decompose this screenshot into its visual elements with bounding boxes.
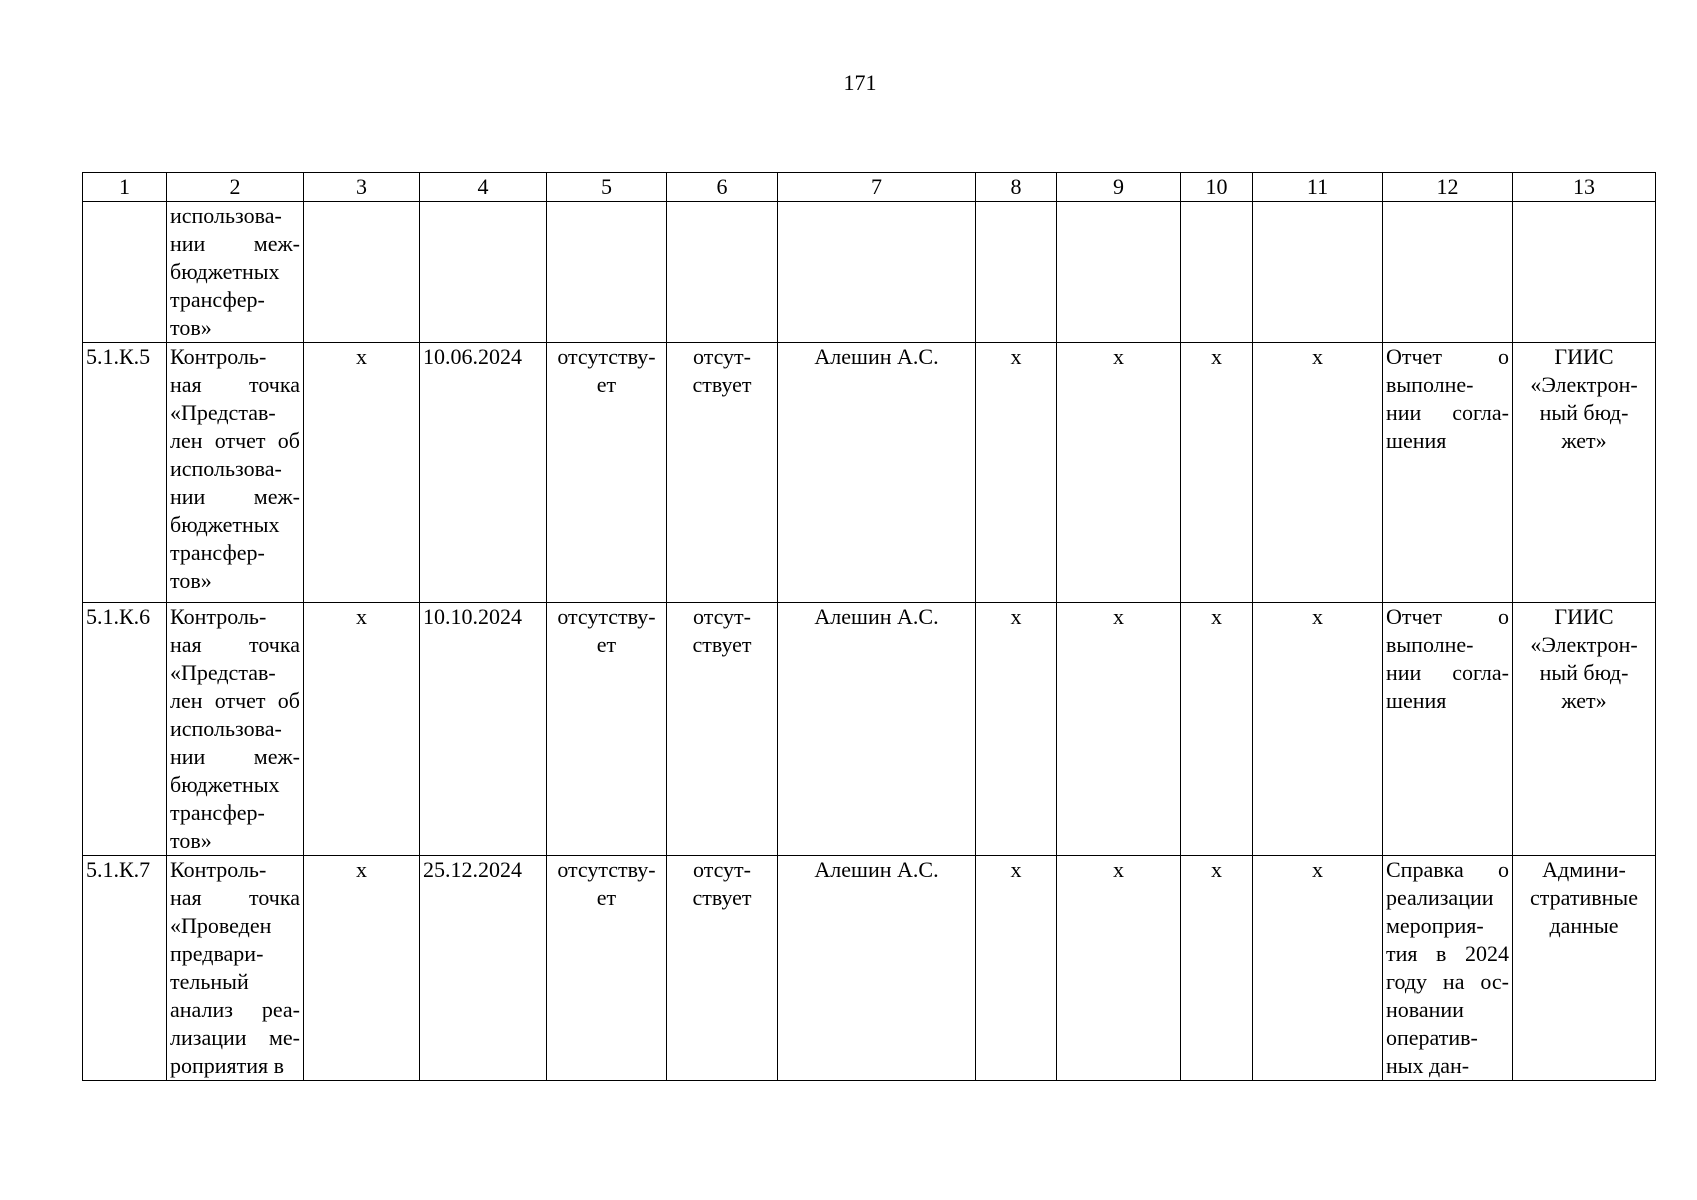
description-cell-line: нии меж- (170, 231, 300, 256)
description-cell-line: лен отчет об (170, 428, 300, 453)
source-cell-line: Админи- (1542, 857, 1626, 882)
document-cell-line: нии согла- (1386, 660, 1509, 685)
source-cell-line: ный бюд- (1539, 660, 1629, 685)
cell-col-9: х (1057, 856, 1181, 1081)
responsible-cell: Алешин А.С. (778, 603, 976, 856)
cell-col-10: х (1181, 343, 1253, 603)
source-cell-line: ГИИС (1554, 344, 1614, 369)
document-cell-line: мероприя- (1386, 913, 1484, 938)
cell-col-9 (1057, 202, 1181, 343)
description-cell-line: тов» (170, 315, 212, 340)
cell-col-6 (667, 603, 778, 856)
row-id-cell (83, 202, 167, 343)
document-cell-line: выполне- (1386, 632, 1474, 657)
table-body (83, 202, 1656, 1081)
column-header: 1 (83, 173, 167, 202)
cell-col-9: х (1057, 603, 1181, 856)
source-cell-line: данные (1549, 913, 1619, 938)
description-cell-line: анализ реа- (170, 997, 300, 1022)
description-cell-line: использова- (170, 203, 282, 228)
source-cell-line: «Электрон- (1530, 632, 1638, 657)
cell-col-5 (547, 202, 667, 343)
description-cell-line: нии меж- (170, 484, 300, 509)
cell-col-11: х (1253, 856, 1383, 1081)
cell-col-5-line: ет (596, 372, 617, 397)
cell-col-11: х (1253, 343, 1383, 603)
source-cell (1513, 603, 1656, 856)
source-cell (1513, 856, 1656, 1081)
column-header: 7 (778, 173, 976, 202)
document-cell (1383, 343, 1513, 603)
document-cell-line: шения (1386, 688, 1447, 713)
table-row (83, 202, 1656, 343)
description-cell-line: использова- (170, 456, 282, 481)
cell-col-5-line: ет (596, 885, 617, 910)
cell-col-10: х (1181, 856, 1253, 1081)
description-cell-line: тов» (170, 568, 212, 593)
column-header: 13 (1513, 173, 1656, 202)
cell-col-11 (1253, 202, 1383, 343)
column-header: 11 (1253, 173, 1383, 202)
cell-col-5 (547, 343, 667, 603)
column-header: 8 (976, 173, 1057, 202)
description-cell-line: бюджетных (170, 772, 280, 797)
description-cell-line: трансфер- (170, 287, 265, 312)
document-cell (1383, 202, 1513, 343)
cell-col-6 (667, 856, 778, 1081)
description-cell-line: лизации ме- (170, 1025, 300, 1050)
table-row (83, 603, 1656, 856)
date-cell (420, 202, 547, 343)
cell-col-3 (304, 202, 420, 343)
description-cell-line: бюджетных (170, 512, 280, 537)
responsible-cell: Алешин А.С. (778, 343, 976, 603)
responsible-cell: Алешин А.С. (778, 856, 976, 1081)
cell-col-6-line: ствует (692, 885, 752, 910)
responsible-cell (778, 202, 976, 343)
description-cell-line: Контроль- (170, 344, 267, 369)
source-cell-line: жет» (1561, 428, 1607, 453)
description-cell-line: Контроль- (170, 857, 267, 882)
cell-col-5-line: отсутству- (557, 344, 656, 369)
column-header: 5 (547, 173, 667, 202)
cell-col-6-line: отсут- (692, 344, 751, 369)
description-cell-line: лен отчет об (170, 688, 300, 713)
description-cell-line: трансфер- (170, 800, 265, 825)
document-cell-line: оператив- (1386, 1025, 1478, 1050)
cell-col-6 (667, 343, 778, 603)
description-cell-line: ная точка (170, 885, 300, 910)
document-cell-line: новании (1386, 997, 1464, 1022)
document-cell-line: выполне- (1386, 372, 1474, 397)
cell-col-9: х (1057, 343, 1181, 603)
document-cell-line: году на ос- (1386, 969, 1509, 994)
column-header: 6 (667, 173, 778, 202)
date-cell: 10.10.2024 (420, 603, 547, 856)
cell-col-5-line: отсутству- (557, 604, 656, 629)
table-row (83, 856, 1656, 1081)
cell-col-8 (976, 202, 1057, 343)
description-cell (167, 343, 304, 603)
row-id-cell: 5.1.К.5 (83, 343, 167, 603)
table-row (83, 343, 1656, 603)
cell-col-6-line: отсут- (692, 604, 751, 629)
description-cell-line: ная точка (170, 632, 300, 657)
description-cell-line: бюджетных (170, 259, 280, 284)
cell-col-6-line: ствует (692, 632, 752, 657)
table-header-row (83, 173, 1656, 202)
description-cell-line: тельный (170, 969, 249, 994)
source-cell-line: жет» (1561, 688, 1607, 713)
cell-col-3: х (304, 343, 420, 603)
column-header: 4 (420, 173, 547, 202)
column-header: 2 (167, 173, 304, 202)
column-header: 3 (304, 173, 420, 202)
cell-col-10: х (1181, 603, 1253, 856)
document-cell-line: реализации (1386, 885, 1494, 910)
cell-col-8: х (976, 856, 1057, 1081)
cell-col-10 (1181, 202, 1253, 343)
cell-col-8: х (976, 343, 1057, 603)
row-id-cell: 5.1.К.7 (83, 856, 167, 1081)
document-cell-line: ных дан- (1386, 1053, 1470, 1078)
description-cell-line: тов» (170, 828, 212, 853)
document-cell-line: нии согла- (1386, 400, 1509, 425)
description-cell-line: трансфер- (170, 540, 265, 565)
cell-col-11: х (1253, 603, 1383, 856)
document-cell-line: Отчет о (1386, 344, 1509, 369)
description-cell (167, 856, 304, 1081)
column-header: 9 (1057, 173, 1181, 202)
cell-col-5 (547, 856, 667, 1081)
date-cell: 10.06.2024 (420, 343, 547, 603)
document-cell-line: Справка о (1386, 857, 1509, 882)
description-cell-line: использова- (170, 716, 282, 741)
source-cell-line: ГИИС (1554, 604, 1614, 629)
description-cell-line: предвари- (170, 941, 264, 966)
description-cell-line: «Проведен (170, 913, 272, 938)
column-header: 12 (1383, 173, 1513, 202)
document-cell-line: тия в 2024 (1386, 941, 1509, 966)
description-cell-line: Контроль- (170, 604, 267, 629)
column-header: 10 (1181, 173, 1253, 202)
source-cell (1513, 343, 1656, 603)
cell-col-5-line: ет (596, 632, 617, 657)
cell-col-6-line: ствует (692, 372, 752, 397)
description-cell-line: нии меж- (170, 744, 300, 769)
cell-col-8: х (976, 603, 1057, 856)
cell-col-3: х (304, 603, 420, 856)
cell-col-5-line: отсутству- (557, 857, 656, 882)
cell-col-5 (547, 603, 667, 856)
source-cell-line: «Электрон- (1530, 372, 1638, 397)
description-cell-line: роприятия в (170, 1053, 285, 1078)
document-cell (1383, 856, 1513, 1081)
description-cell-line: «Представ- (170, 660, 276, 685)
page-number: 171 (843, 70, 877, 95)
document-cell (1383, 603, 1513, 856)
cell-col-6-line: отсут- (692, 857, 751, 882)
description-cell-line: ная точка (170, 372, 300, 397)
document-cell-line: шения (1386, 428, 1447, 453)
source-cell (1513, 202, 1656, 343)
date-cell: 25.12.2024 (420, 856, 547, 1081)
description-cell (167, 202, 304, 343)
document-cell-line: Отчет о (1386, 604, 1509, 629)
row-id-cell: 5.1.К.6 (83, 603, 167, 856)
description-cell (167, 603, 304, 856)
source-cell-line: ный бюд- (1539, 400, 1629, 425)
source-cell-line: стративные (1530, 885, 1638, 910)
description-cell-line: «Представ- (170, 400, 276, 425)
cell-col-3: х (304, 856, 420, 1081)
control-points-table (82, 172, 1656, 1081)
cell-col-6 (667, 202, 778, 343)
